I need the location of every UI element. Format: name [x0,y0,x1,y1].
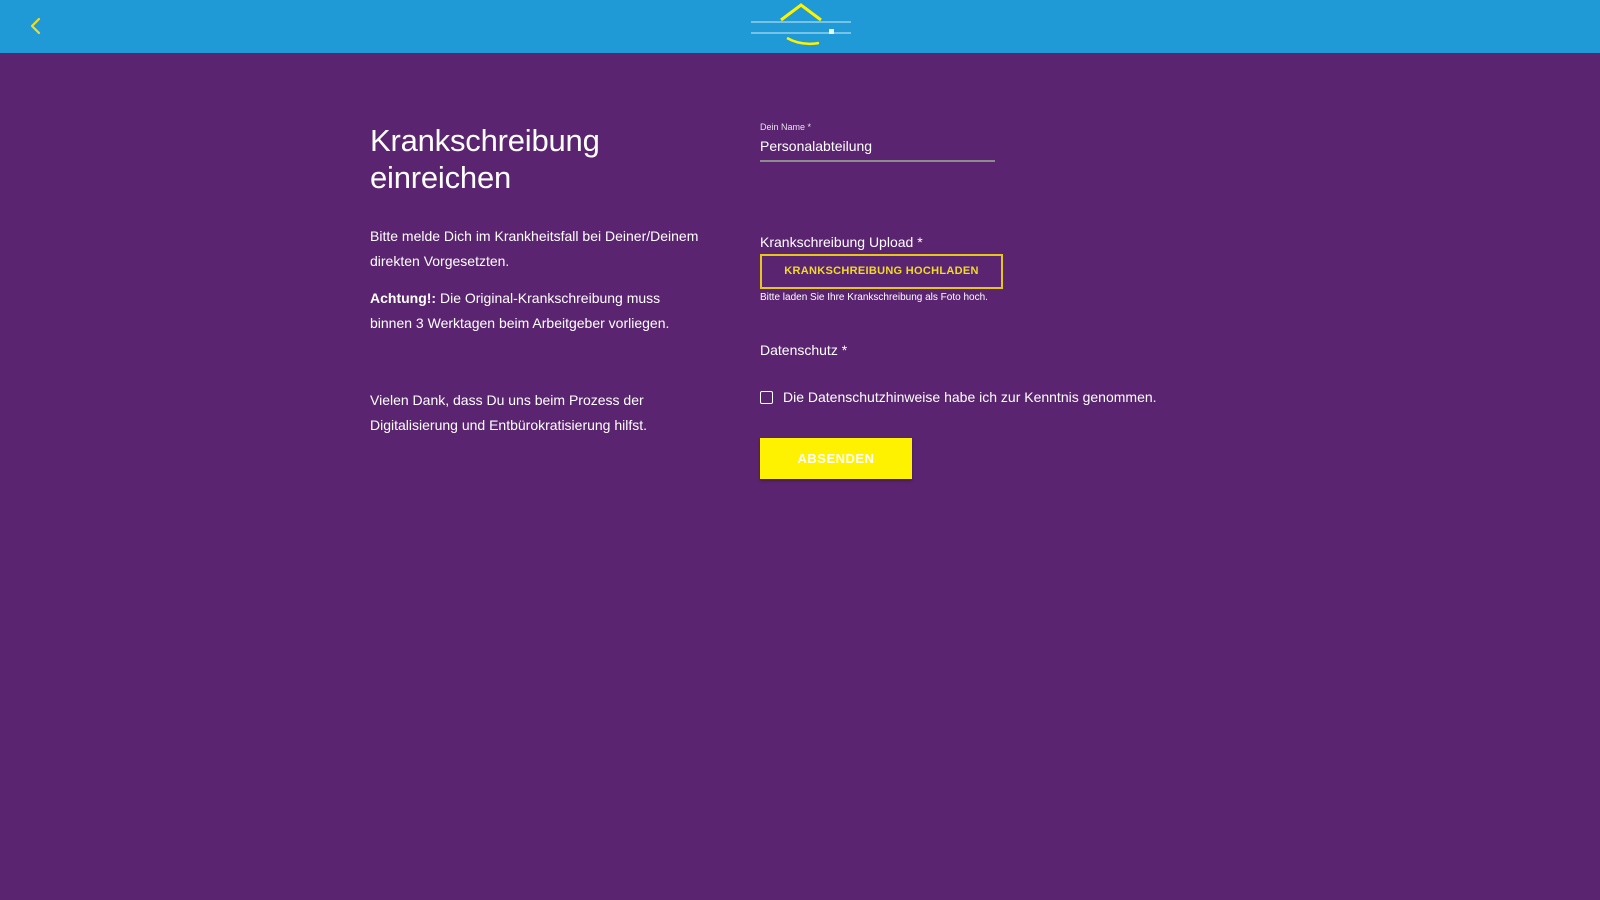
name-input[interactable]: Personalabteilung [760,136,995,162]
sick-note-form [760,122,1260,479]
intro-panel [370,122,700,450]
attention-paragraph [370,286,700,335]
submit-button[interactable]: ABSENDEN [760,438,912,479]
privacy-label: Datenschutz * [760,342,848,358]
company-logo [745,2,857,50]
name-field-label: Dein Name * [760,122,812,132]
attention-label: Achtung!: [370,290,437,306]
upload-hint: Bitte laden Sie Ihre Krankschreibung als Foto hoch. [760,292,988,303]
intro-paragraph: Bitte melde Dich im Krankheitsfall bei Deiner/Deinem direkten Vorgesetzten. [370,228,699,269]
upload-label: Krankschreibung Upload * [760,234,923,250]
page-title: Krankschreibung einreichen [370,123,600,195]
privacy-checkbox[interactable] [760,391,773,404]
attention-text: Die Original-Krankschreibung muss binnen 3 Werktagen beim Arbeitgeber vorliegen. [370,290,670,331]
app-header [0,0,1600,53]
upload-button[interactable]: KRANKSCHREIBUNG HOCHLADEN [760,254,1003,289]
privacy-checkbox-label[interactable]: Die Datenschutzhinweise habe ich zur Kenntnis genommen. [783,389,1157,405]
thanks-paragraph: Vielen Dank, dass Du uns beim Prozess der Digitalisierung und Entbürokratisierung hilfst. [370,392,648,433]
back-chevron-left-icon[interactable] [22,12,50,40]
privacy-consent-row[interactable] [760,388,1260,406]
